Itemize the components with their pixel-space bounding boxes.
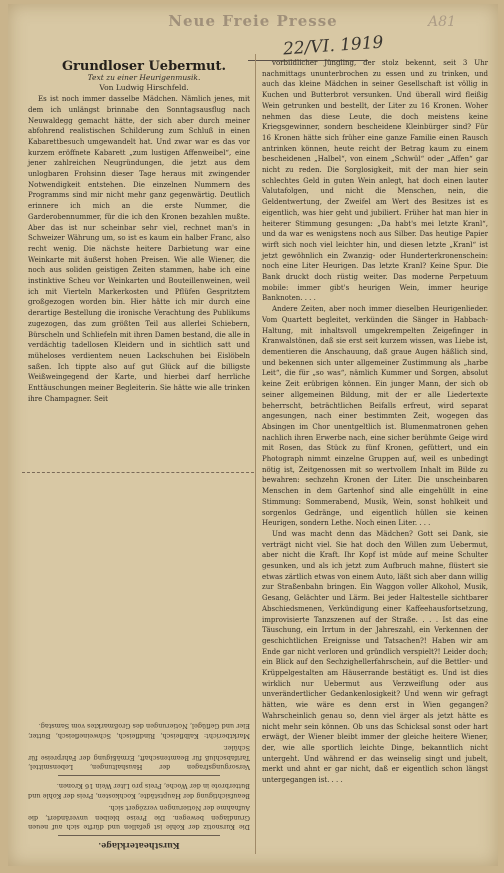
paragraph: Andere Zeiten, aber noch immer dieselben Heurigenlieder. Vom Quartett begleitet, verkünden die Sänger in Habbach-Haltung, mit inhaltsvoll umgekrempelten Zeigefinger in Kranwalstönen, daß sie erst seit kurzem wissen, was Liebe ist, dementieren die Anschauung, daß graue Augen häßlich sind, und bekennen sich unter allgemeiner Zustimmung als „harbe Leit“, die für „so was“, nämlich Kummer und Sorgen, absolut keine Zeit erübrigen können. Ein junger Mann, der sich ob seiner allgemeinen Bildung, mit der er alle Liedertexte beherrscht, beträchtlichen Beifalls erfreut, wird separat angesungen, nach einer bestimmten Zeit, wogegen das Absingen im Chor unentgeltlich ist. Blumenmatronen gehen nachlich ihren Erwerbe nach, eine sicher berühmte Geige wird mit Rosen, das Stück zu fünf Kronen, gefüttert, und ein Photograph nimmt einzelne Gruppen auf, weil es unbedingt nötig ist, Zeitgenossen mit so wertvollem Inhalt im Bilde zu bewahren: sechzehn Kronen der Liter. Die unscheinbaren Menschen in dem Gartenhof sind alle eingehüllt in eine Stimmung: Sommerabend, Musik, Wein, sonst hohlkeit und sorgenlos Gedränge, und eigentlich hüllen sie keinen Heurigen, sondern Lethe. Noch einen Liter. . . . bbox=[262, 305, 488, 528]
clipping-cut-line bbox=[22, 472, 254, 473]
upside-down-backside-text bbox=[28, 474, 250, 854]
article-title: Grundloser Uebermut. bbox=[61, 59, 227, 74]
flipped-paragraph: Beaufsichtigung der Hauptstädte, Kochkosten, Preis der Kohle und Butterbrote in der Woche, Preis pro Liter Wein 16 Kronen. bbox=[28, 782, 250, 800]
article-author: Von Ludwig Hirschfeld. bbox=[99, 83, 189, 93]
flipped-paragraph: Die Kursnotiz der Kohle ist gefallen und dürfte sich auf neuen Grundlagen bewegen. Die Preise bleiben unverändert, die Aufnahme der Notierungen verzögert sich. bbox=[28, 804, 250, 832]
separator bbox=[58, 775, 220, 776]
left-column bbox=[28, 59, 250, 405]
paragraph: vorbildlicher Jüngling, der stolz bekennt, seit 3 Uhr nachmittags ununterbrochen zu essen und zu trinken, und auch das kleine Mädchen in seiner Gesellschaft ist völlig in Kuchen und Butterbrot versunken. Und überall wird fleißig Wein getrunken und bestellt, der Liter zu 16 Kronen. Woher nehmen das diese Leute, die doch meistens keine Kriegsgewinner, sondern bescheidene Kleinbürger sind? Für 16 Kronen hätte sich früher eine ganze Familie einen Rausch antrinken können, heute reicht der Betrag kaum zu einem bescheidenen „Halbel“, von einem „Schwül“ oder „Affen“ gar nicht zu reden. Die Sorglosigkeit, mit der man hier sein schlechtes Geld in guten Wein anlegt, hat doch einen lauter Valutafolgen, und nicht die Menschen, nein, die Geldentwertung, der Zweifel am Wert des Besitzes ist es eigentlich, was hier geht und jubiliert. Früher hat man hier in heiterer Stimmung gesungen: „Da habt's mei letzte Kranl“, und da war es wenigstens noch aus Silber. Das heutige Papier wirft sich noch viel leichter hin, und diesen letzte „Kranl“ ist jetzt gewöhnlich ein Zwanzig- oder Hunderterkronenschein: noch eine Liter Heurigen. Das letzte Kranl? Keine Spur. Die Bank druckt doch rüstig weiter. Das moderne Perpetuum mobile: immer gibt's heurigen Wein, immer heurige Banknoten. . . . bbox=[262, 59, 488, 303]
paragraph: Und was macht denn das Mädchen? Gott sei Dank, sie verträgt nicht viel. Sie hat doch den Willen zum Uebermut, aber nicht die Kraft. Ihr Kopf ist müde auf meine Schulter gesunken, und als ich jetzt zum Aufbruch mahne, flüstert sie etwas zärtlich etwas von einem Auto, läßt sich aber dann willig zur Straßenbahn bringen. Ein Waggon voller Alkohol, Musik, Gesang, Gelächter und Lärm. Bei jeder Haltestelle sichtbarer Abschiedsmenen, Verkündigung einer Kaffeehausfortsetzung, improvisierte Tanzszenen auf der Straße. . . . Ist das eine Täuschung, ein Irrtum in der Jahreszahl, ein Verkennen der geschichtlichen Ereignisse und Tatsachen?! Haben wir am Ende gar nicht verloren und gründlich verspielt?! Leider doch; ein Blick auf den Sechzighellerfahrschein, auf die Bettler- und Krüppelgestalten am Häuserrande bestätigt es. Und ist dies wirklich nur Uebermut aus Verzweiflung oder aus unverändertlicher Gedankenlosigkeit? Und wenn wir gefragt hätten, wie wäre es denn erst in Wien gegangen? Wahrscheinlich genau so, denn viel ärger als jetzt hätte es nicht mehr sein können. Ob uns das Schicksal sonst oder hart erwägt, der Wiener bleibt immer der gleiche heitere Wiener, der, wie alle sportlich leichte Dinge, bekanntlich nicht untergeht. Und während er das weinselig singt und jubelt, merkt und ahnt er gar nicht, daß er eigentlich schon längst untergegangen ist. . . . bbox=[262, 529, 488, 785]
column-divider bbox=[255, 54, 256, 854]
flipped-paragraph: Marktbericht: Kalbfleisch, Rindfleisch, Schweinefleisch, Butter, Eier und Geflügel, Notierungen des Großmarktes vom Samstag. bbox=[28, 722, 250, 740]
flipped-paragraph: Versorgungsfragen der Haushaltungen, Lebensmittel, Tarifabschluß für Beamtenschaft, Ermäßigung der Fahrpreise für Schüler. bbox=[28, 744, 250, 772]
masthead: Neue Freie Presse bbox=[168, 12, 338, 30]
separator bbox=[58, 835, 220, 836]
right-column bbox=[262, 58, 488, 786]
handwritten-date: 22/VI. 1919 bbox=[282, 32, 385, 60]
article-subtitle: Text zu einer Heurigenmusik. bbox=[87, 72, 201, 82]
flipped-heading: Kurstheaterklage. bbox=[98, 841, 180, 851]
newspaper-clipping bbox=[8, 4, 498, 866]
archive-stamp: A81 bbox=[428, 14, 456, 30]
paragraph: Es ist noch immer dasselbe Mädchen. Nämlich jenes, mit dem ich unlängst brinnabe den Sonntagsausflug nach Neuwaldegg gemacht hätte, der sich aber durch meiner abfohrend realistischen Schilderung zum Schluß in einen Kabarettbesuch umgewandelt hat. Und zwar war es das vor kurzem eröffnete Kabarett „zum lustigen Affenweibel“, eine jener zahlreichen Neugründungen, die jetzt aus dem unlogbaren Frohsinn dieser Tage heraus mit zwingender Notwendigkeit entstehen. Die einzelnen Nummern des Programms sind mir nicht mehr ganz gegenwärtig. Deutlich erinnere ich mich an die erste Nummer, die Garderobennummer, für die ich den Kronen bezahlen mußte. Aber das ist nur scheinbar sehr viel, rechnet man's in Schweizer Währung um, so ist es kaum ein halber Franc, also recht wenig. Die nächste heitere Darbietung war eine Weinkarte mit äußerst hohen Preisen. Wie alle Wiener, die noch aus soliden geistigen Zeiten stammen, habe ich eine instinktive Scheu vor Weinkarten und Bouteillenweinen, weil ich mit Vierteln Markerkosten und Pflüfen Gespritztem großgezogen worden bin. Hier hätte ich mir durch eine derartige Bestellung die ironische Verachtung des Publikums zugezogen, das zum größten Teil aus allerlei Schiebern, Bürscheln und Schliefeln mit ihren Damen bestand, die alle in verdächtig tadellosen Kleidern und in sichtlich satt und müheloses verdientem neuen Lackschuhen bei Eislöbeln saßen. Ich tippte also auf gut Glück auf die billigste Weißweingegend der Karte, und hierbei darf herrliche Enttäuschungen meiner Begleiterin. Sie hätte wie alle trinken ihre Champagner. Seit bbox=[28, 95, 250, 403]
